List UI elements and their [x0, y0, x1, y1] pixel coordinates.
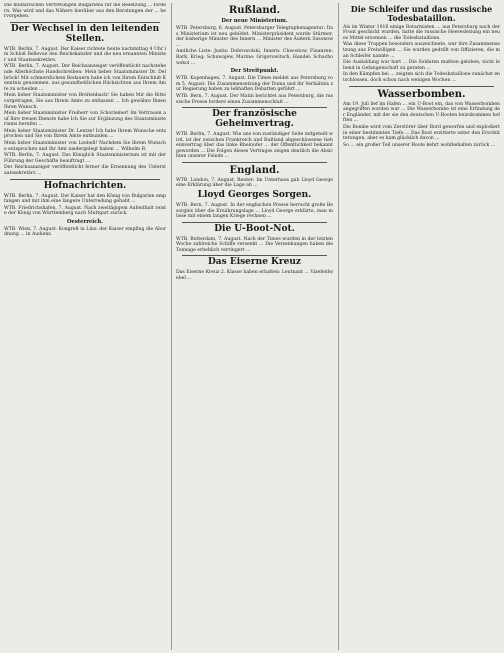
article-paragraph: WTB. Kopenhagen, 7. August. Die Times meldet aus Petersburg vom 5. August: Die Zusammensetzung der Duma und ihr Verhältnis zur Regierung haben zu lebhaften Debatten geführt ... [176, 76, 333, 93]
subheading-ministerium: Der neue Ministerium. [221, 18, 288, 24]
divider [10, 22, 160, 23]
article-paragraph: Mein lieber Staatsminister von Loebell! Nachdem Sie Ihrem Wunsche entsprochen und Ihr Amt niedergelegt haben ... Wilhelm R. [4, 141, 166, 152]
article-paragraph: Mein lieber Staatsminister von Breitenbach! Sie haben Mir die Bitte vorgetragen, Sie aus Ihrem Amte zu entlassen ... Ich gewähre Ihnen Ihren Wunsch. [4, 93, 166, 110]
article-paragraph: WTB. Berlin, 7. August. Wie uns von zuständiger Seite mitgeteilt wird, ist der zwischen Frankreich und Rußland abgeschlossene Geheimvertrag über das linke Rheinufer ... der Öffentlichkeit bekannt geworden ... Die Folgen dieses Vertrages zeigen deutlich die Absichten unserer Feinde ... [176, 131, 333, 160]
article-paragraph: WTB. Rotterdam, 7. August. Nach der Times wurden in der letzten Woche zahlreiche Schiffe versenkt ... Die Versenkungen haben die Tonnage erheblich verringert ... [176, 236, 333, 253]
article-paragraph: WTB. Wien, 7. August. Kongreß in Linz: der Kaiser empfing die Abordnung ... in Audienz. [4, 226, 166, 238]
headline-geheimvertrag: Der französische Geheimvertrag. [212, 109, 297, 130]
column-middle [171, 3, 333, 650]
divider [182, 107, 327, 108]
article-paragraph: Mein lieber Staatsminister Dr. Lentze! Ich habe Ihrem Wunsche entsprochen und Sie von Ihrem Amte entbunden ... [4, 128, 166, 140]
article-paragraph: Die Bombe wird vom Zerstörer über Bord geworfen und explodiert in einer bestimmten Tiefe ... Das Boot erzitterte unter den Erschütterungen, aber es kam glücklich davon ... [343, 124, 500, 142]
article-paragraph: WTB. Berlin, 7. August. Der Reichsanzeiger veröffentlicht nachstehende Allerhöchste Handschreiben: Mein lieber Staatsminister Dr. Delbrück! Mit schmerzlichem Bedauern habe ich von Ihrem Entschluß Kenntnis genommen, aus gesundheitlichen Rücksichten aus Ihrem Amte zu scheiden ... [4, 64, 166, 92]
column-left [4, 3, 166, 650]
headline-wasserbomben: Wasserbomben. [377, 88, 466, 100]
article-paragraph: Als im Winter 1916 einige Rotarmisten ... aus Petersburg nach der Front geschickt wurden, hatte die russische Heeresleitung ein neues Mittel ersonnen ... die Todesbataillone. [343, 24, 500, 41]
divider [182, 255, 327, 256]
subheading-oesterreich: Oesterreich. [67, 218, 103, 225]
article-paragraph: WTB. Berlin, 7. August. Der Kaiser hat den König von Bulgarien empfangen und mit ihm eine längere Unterredung gehabt ... [4, 193, 166, 205]
intro-text: Die militärischen Vertretungen Bulgariens für die Besetzung ... fordern. Was wird und das Nähere hierüber aus den Beratungen der ... hervorgehen. [4, 3, 166, 20]
article-paragraph: Mein lieber Staatsminister Freiherr von Schorlemer! Im Vertrauen auf Ihre treuen Dienste habe Ich Sie zur Ergänzung des Staatsministeriums berufen ... [4, 111, 166, 128]
article-paragraph: WTB. Friedrichshafen, 7. August. Nach zweitägigem Aufenthalt reiste der König von Württemberg nach Stuttgart zurück. [4, 205, 166, 217]
headline-russland: Rußland. [228, 5, 281, 16]
article-paragraph: Das Eiserne Kreuz 2. Klasse haben erhalten: Leutnant ... Vizefeldwebel ... [176, 270, 333, 281]
headline-england: England. [229, 164, 280, 176]
divider [349, 86, 494, 87]
divider [10, 179, 160, 180]
headline-eiserne-kreuz: Das Eiserne Kreuz [208, 257, 301, 268]
divider [182, 162, 327, 163]
article-paragraph: Die Ausbildung war hart ... Die Soldaten mußten geloben, nicht lebend in Gefangenschaft zu geraten ... [343, 60, 500, 71]
headline-wechsel: Der Wechsel in den leitenden Stellen. [10, 23, 160, 44]
article-paragraph: WTB. Berlin, 7. August. Der Kaiser richtete heute nachmittag 4 Uhr im Schloß Bellevue den Reichskanzler und die neu ernannten Minister und Staatssekretäre. [4, 46, 166, 63]
article-paragraph: In den Kämpfen bei ... zeigten sich die Todesbataillone zunächst entschlossen, doch schon nach wenigen Wochen ... [343, 72, 500, 83]
article-paragraph: WTB. Petersburg, 6. August. Petersburger Telegraphenagentur: Das Ministerium ist neu gebildet. Ministerpräsident wurde Stürmer, der bisherige Minister des Innern ... Minister des Äußern Sasonow ... [176, 26, 333, 48]
article-paragraph: Was diese Truppen besonders auszeichnete, war ihre Zusammensetzung aus Freiwilligen ... Sie wurden gedrillt von Offizieren, die man Schleifer nannte ... [343, 42, 500, 59]
article-paragraph: WTB. Berlin, 7. August. Das Königlich Staatsministerium ist mit der Führung der Geschäfte beauftragt ... [4, 153, 166, 164]
article-paragraph: Am 19. Juli lief im Hafen ... ein U-Boot ein, das von Wasserbomben angegriffen worden war ... Die Wasserbombe ist eine Erfindung der Engländer, mit der sie den deutschen U-Booten beizukommen hofften ... [343, 101, 500, 124]
article-paragraph: So ... ein großer Teil unserer Boote kehrt wohlbehalten zurück ... [343, 142, 496, 148]
divider [182, 222, 327, 223]
article-paragraph: Amtliche Liste: Justiz: Dobrowolski, Innern: Chwostow, Finanzen: Bark, Krieg: Schuwajew, Marine: Grigorowitsch, Handel: Schachowskoi ... [176, 49, 333, 66]
article-paragraph: Der Reichsanzeiger veröffentlicht ferner die Ernennung des Unterstaatssekretärs ... [4, 165, 166, 177]
column-right [338, 3, 500, 650]
article-paragraph: WTB. Bern, 7. August. Der Matin berichtet aus Petersburg, die russische Presse fordere einen Zusammenschluß ... [176, 93, 333, 105]
headline-lloyd-george: Lloyd Georges Sorgen. [197, 190, 312, 201]
headline-u-boot-not: Die U-Boot-Not. [214, 223, 295, 234]
subheading-streitpunkt: Der Streitpunkt. [230, 68, 279, 75]
headline-todesbataillon: Die Schleifer und das russische Todesbataillon. [350, 4, 493, 23]
headline-hofnachrichten: Hofnachrichten. [43, 180, 127, 191]
article-paragraph: WTB. Bern, 7. August. In der englischen Presse herrscht große Besorgnis über die Ernährungslage ... Lloyd George erklärte, man müsse mit einem langen Kriege rechnen ... [176, 202, 333, 220]
article-paragraph: WTB. London, 7. August. Reuter: Im Unterhaus gab Lloyd George eine Erklärung über die Lage ab ... [176, 177, 333, 189]
